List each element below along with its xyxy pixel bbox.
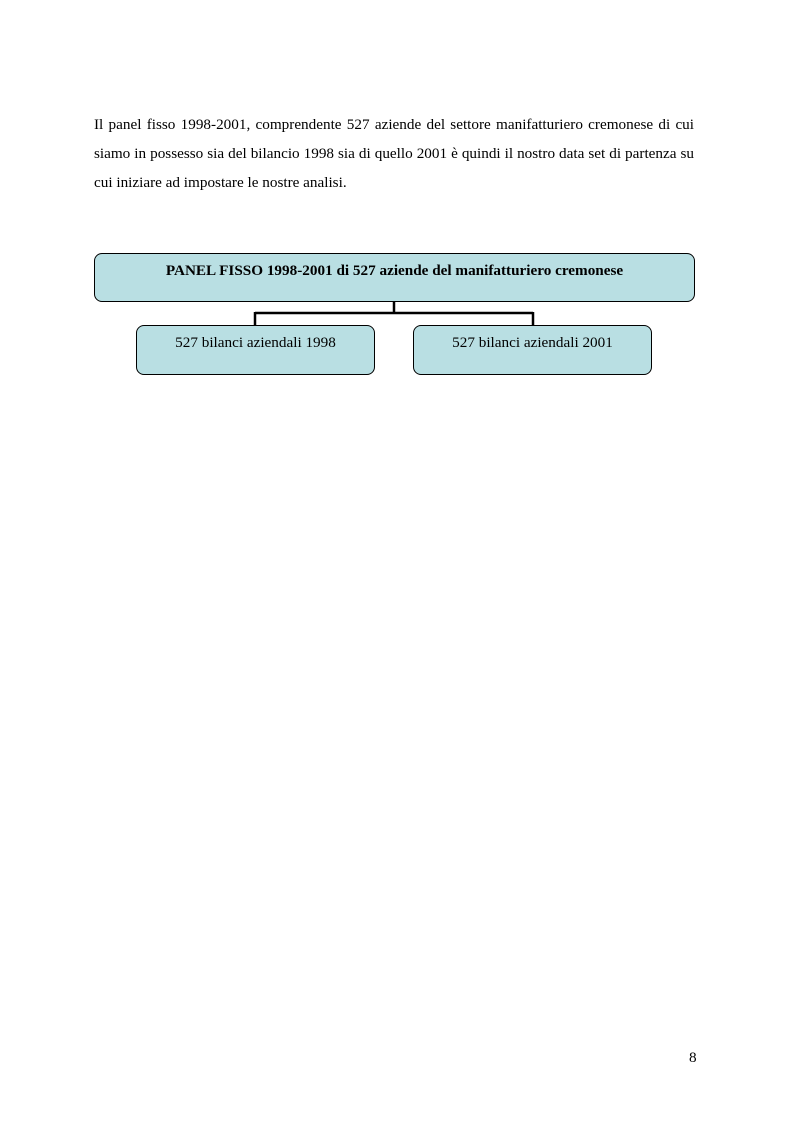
intro-paragraph: Il panel fisso 1998-2001, comprendente 527 aziende del settore manifatturiero cremonese di cui siamo in possesso sia del bilancio 1998 sia di quello 2001 è quindi il nostro data set di partenza su cui iniziare ad impostare le nostre analisi. — [94, 116, 694, 191]
page-number: 8 — [689, 1049, 697, 1066]
diagram-root-label: PANEL FISSO 1998-2001 di 527 aziende del manifatturiero cremonese — [165, 262, 624, 279]
diagram-child-label-2001: 527 bilanci aziendali 2001 — [452, 334, 613, 351]
diagram-child-box-1998 — [136, 325, 375, 375]
diagram-child-label-1998: 527 bilanci aziendali 1998 — [175, 334, 336, 351]
diagram-root-box — [94, 253, 695, 302]
diagram-child-box-2001 — [413, 325, 652, 375]
